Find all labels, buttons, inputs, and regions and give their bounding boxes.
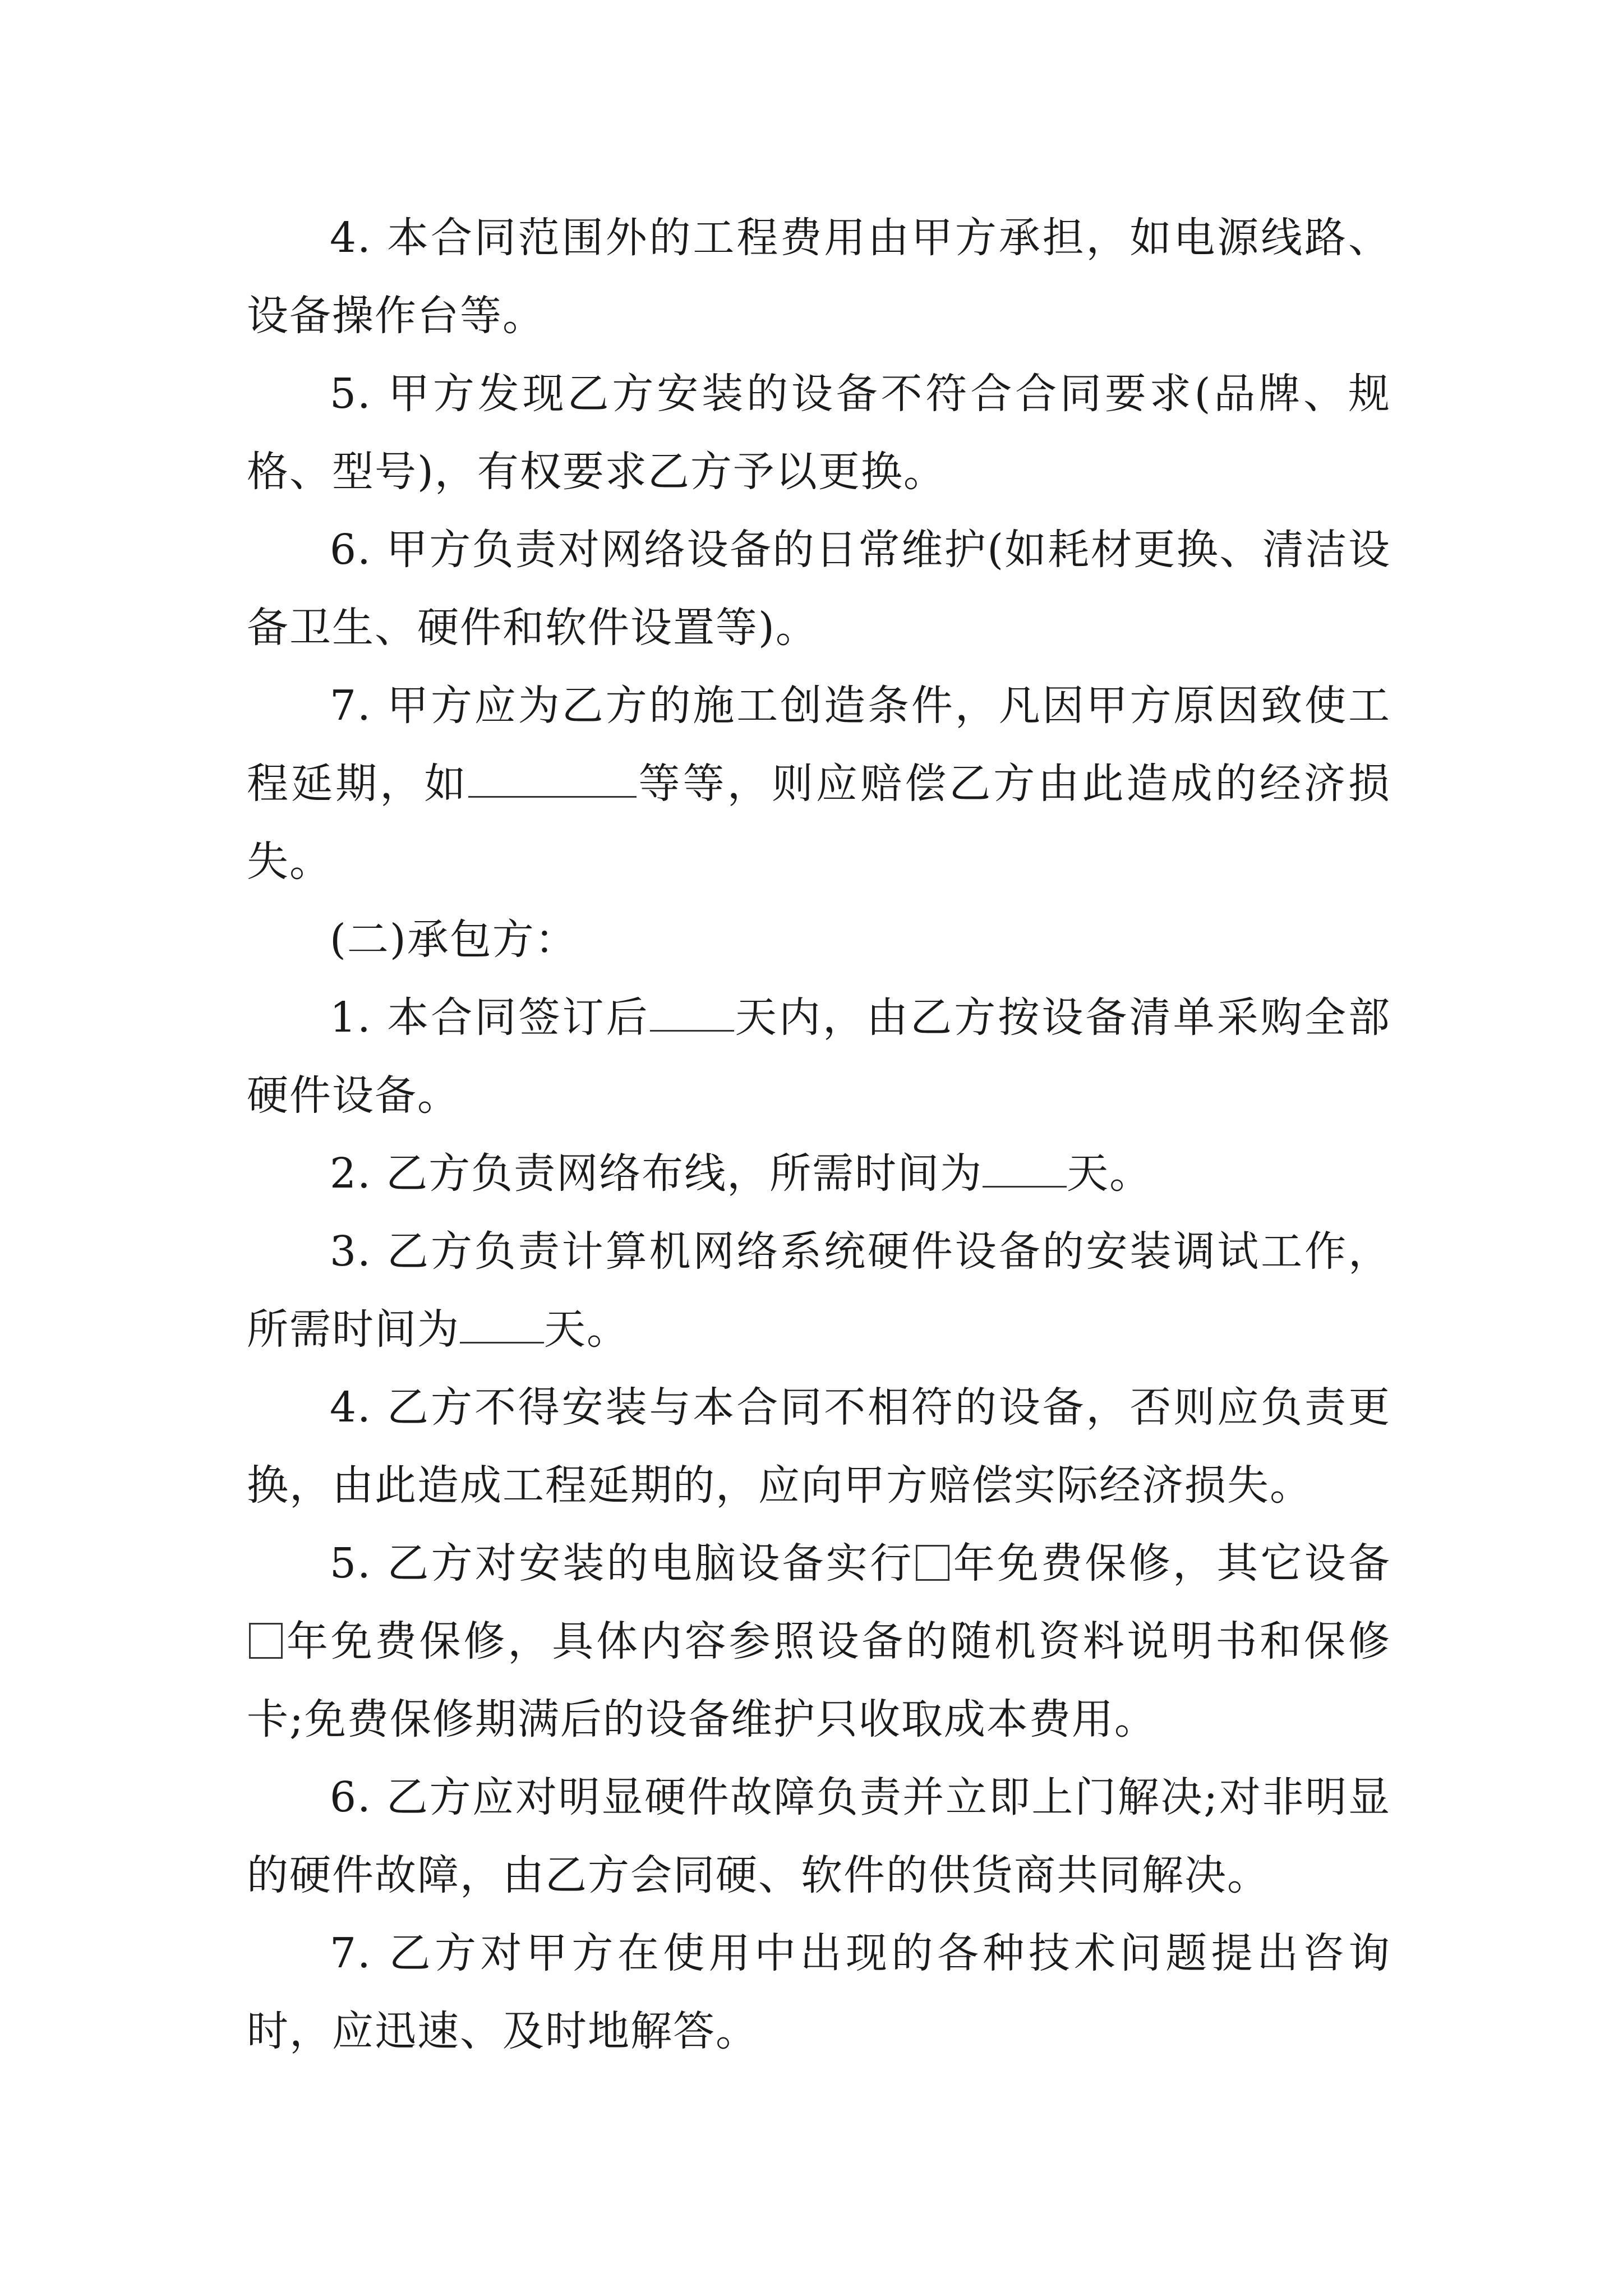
paragraph-text-after: 天。 xyxy=(544,1305,629,1354)
paragraph-text: 4. 本合同范围外的工程费用由甲方承担，如电源线路、设备操作台等。 xyxy=(247,214,1391,340)
empty-checkbox-icon xyxy=(249,1623,283,1659)
paragraph-text-part3: 年免费保修，具体内容参照设备的随机资料说明书和保修卡;免费保修期满后的设备维护只收取成本费用。 xyxy=(247,1617,1391,1743)
fill-in-blank xyxy=(983,1145,1067,1188)
paragraph-party-a-item-5 xyxy=(247,355,1391,511)
paragraph-text: 4. 乙方不得安装与本合同不相符的设备，否则应负责更换，由此造成工程延期的，应向甲方赔偿实际经济损失。 xyxy=(247,1383,1391,1510)
paragraph-text: 6. 乙方应对明显硬件故障负责并立即上门解决;对非明显的硬件故障，由乙方会同硬、软件的供货商共同解决。 xyxy=(247,1773,1391,1899)
document-body xyxy=(247,199,1391,2070)
paragraph-text-after: 天内，由乙方按设备清单采购全部硬件设备。 xyxy=(247,993,1391,1120)
section-heading-text: (二)承包方： xyxy=(330,915,578,964)
paragraph-text-part1: 5. 乙方对安装的电脑设备实行 xyxy=(330,1539,914,1588)
paragraph-party-b-item-5 xyxy=(247,1525,1391,1759)
fill-in-blank xyxy=(650,990,734,1032)
fill-in-blank xyxy=(468,756,637,798)
paragraph-party-b-item-1 xyxy=(247,979,1391,1135)
paragraph-text: 5. 甲方发现乙方安装的设备不符合合同要求(品牌、规格、型号)，有权要求乙方予以更换。 xyxy=(247,370,1391,496)
paragraph-party-a-item-4 xyxy=(247,199,1391,355)
paragraph-text-before: 3. 乙方负责计算机网络系统硬件设备的安装调试工作，所需时间为 xyxy=(247,1227,1391,1354)
paragraph-text: 7. 乙方对甲方在使用中出现的各种技术问题提出咨询时，应迅速、及时地解答。 xyxy=(247,1929,1391,2055)
paragraph-text: 6. 甲方负责对网络设备的日常维护(如耗材更换、清洁设备卫生、硬件和软件设置等)。 xyxy=(247,526,1391,652)
paragraph-text-after: 天。 xyxy=(1067,1149,1152,1198)
empty-checkbox-icon xyxy=(916,1545,949,1581)
paragraph-text-before: 2. 乙方负责网络布线，所需时间为 xyxy=(330,1149,983,1198)
fill-in-blank xyxy=(460,1301,544,1343)
paragraph-party-b-item-7 xyxy=(247,1915,1391,2070)
paragraph-party-b-item-3 xyxy=(247,1213,1391,1369)
paragraph-text-part2: 年免费保修，其它设备 xyxy=(952,1539,1391,1588)
paragraph-text-before: 1. 本合同签订后 xyxy=(330,993,650,1042)
paragraph-party-a-item-7 xyxy=(247,667,1391,901)
section-heading-contractor xyxy=(247,901,1391,979)
paragraph-party-b-item-2 xyxy=(247,1135,1391,1213)
paragraph-text-before: 7. 甲方应为乙方的施工创造条件，凡因甲方原因致使工程延期，如 xyxy=(247,682,1391,808)
paragraph-party-b-item-4 xyxy=(247,1369,1391,1525)
paragraph-party-a-item-6 xyxy=(247,511,1391,667)
paragraph-party-b-item-6 xyxy=(247,1759,1391,1915)
paragraph-text-after: 等等，则应赔偿乙方由此造成的经济损失。 xyxy=(247,760,1391,886)
